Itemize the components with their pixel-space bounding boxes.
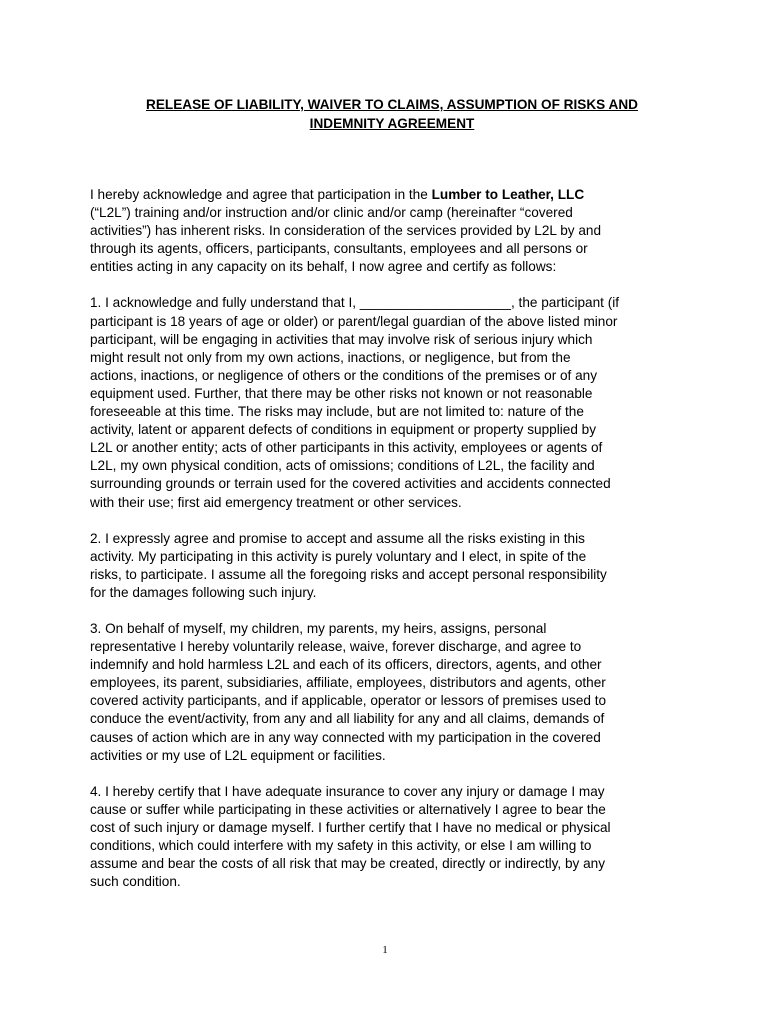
page-number: 1 [382,944,388,956]
p1-line: foreseeable at this time. The risks may include, but are not limited to: nature of the [90,404,584,420]
intro-line: through its agents, officers, participants, consultants, employees and all persons or [90,241,588,257]
p4-line: 4. I hereby certify that I have adequate insurance to cover any injury or damage I may [90,783,605,799]
intro-paragraph [90,186,695,276]
p3-line: activities or my use of L2L equipment or facilities. [90,747,386,763]
paragraph-4 [90,783,695,892]
p4-line: cost of such injury or damage myself. I further certify that I have no medical or physical [90,819,611,835]
intro-text: I hereby acknowledge and agree that participation in the [90,187,432,202]
document-body [90,186,695,909]
p4-line: such condition. [90,874,181,890]
p4-line: cause or suffer while participating in these activities or alternatively I agree to bear the [90,801,606,817]
p3-line: indemnify and hold harmless L2L and each of its officers, directors, agents, and other [90,657,602,673]
document-title [90,95,694,133]
p1-line: with their use; first aid emergency treatment or other services. [90,494,462,510]
p1-line: L2L, my own physical condition, acts of omissions; conditions of L2L, the facility and [90,458,595,474]
intro-line: entities acting in any capacity on its behalf, I now agree and certify as follows: [90,259,557,275]
p2-line: activity. My participating in this activity is purely voluntary and I elect, in spite of the [90,548,587,564]
paragraph-3 [90,620,695,765]
paragraph-1 [90,294,695,511]
p3-line: conduce the event/activity, from any and all liability for any and all claims, demands of [90,711,605,727]
p1-line: might result not only from my own actions, inactions, or negligence, but from the [90,349,571,365]
p1-line: participant, will be engaging in activities that may involve risk of serious injury which [90,331,593,347]
intro-line [90,186,695,204]
title-line-2: INDEMNITY AGREEMENT [309,116,475,131]
p2-line: 2. I expressly agree and promise to accept and assume all the risks existing in this [90,530,585,546]
p3-line: causes of action which are in any way connected with my participation in the covered [90,729,601,745]
p1-line: participant is 18 years of age or older) or parent/legal guardian of the above listed minor [90,313,618,329]
p4-line: assume and bear the costs of all risk that may be created, directly or indirectly, by any [90,856,606,872]
p3-line: covered activity participants, and if applicable, operator or lessors of premises used to [90,693,607,709]
p1-line: equipment used. Further, that there may be other risks not known or not reasonable [90,385,593,401]
p3-line: representative I hereby voluntarily release, waive, forever discharge, and agree to [90,639,582,655]
p3-line: 3. On behalf of myself, my children, my parents, my heirs, assigns, personal [90,620,547,636]
intro-line: activities”) has inherent risks. In consideration of the services provided by L2L by and [90,223,602,239]
p2-line: for the damages following such injury. [90,584,317,600]
company-name: Lumber to Leather, LLC [431,187,585,202]
p1-line: actions, inactions, or negligence of others or the conditions of the premises or of any [90,367,598,383]
paragraph-2 [90,530,695,602]
p1-line: L2L or another entity; acts of other participants in this activity, employees or agents of [90,440,603,456]
p4-line: conditions, which could interfere with my safety in this activity, or else I am willing to [90,838,592,853]
p2-line: risks, to participate. I assume all the foregoing risks and accept personal responsibility [90,566,607,582]
p1-line: 1. I acknowledge and fully understand that I, ____________________, the participant (if [90,295,620,311]
p1-line: activity, latent or apparent defects of conditions in equipment or property supplied by [90,422,597,438]
title-line-1: RELEASE OF LIABILITY, WAIVER TO CLAIMS, ASSUMPTION OF RISKS AND [146,97,638,112]
intro-line: (“L2L”) training and/or instruction and/or clinic and/or camp (hereinafter “covered [90,205,573,221]
p3-line: employees, its parent, subsidiaries, affiliate, employees, distributors and agents, other [90,675,606,691]
p1-line: surrounding grounds or terrain used for the covered activities and accidents connected [90,476,611,492]
